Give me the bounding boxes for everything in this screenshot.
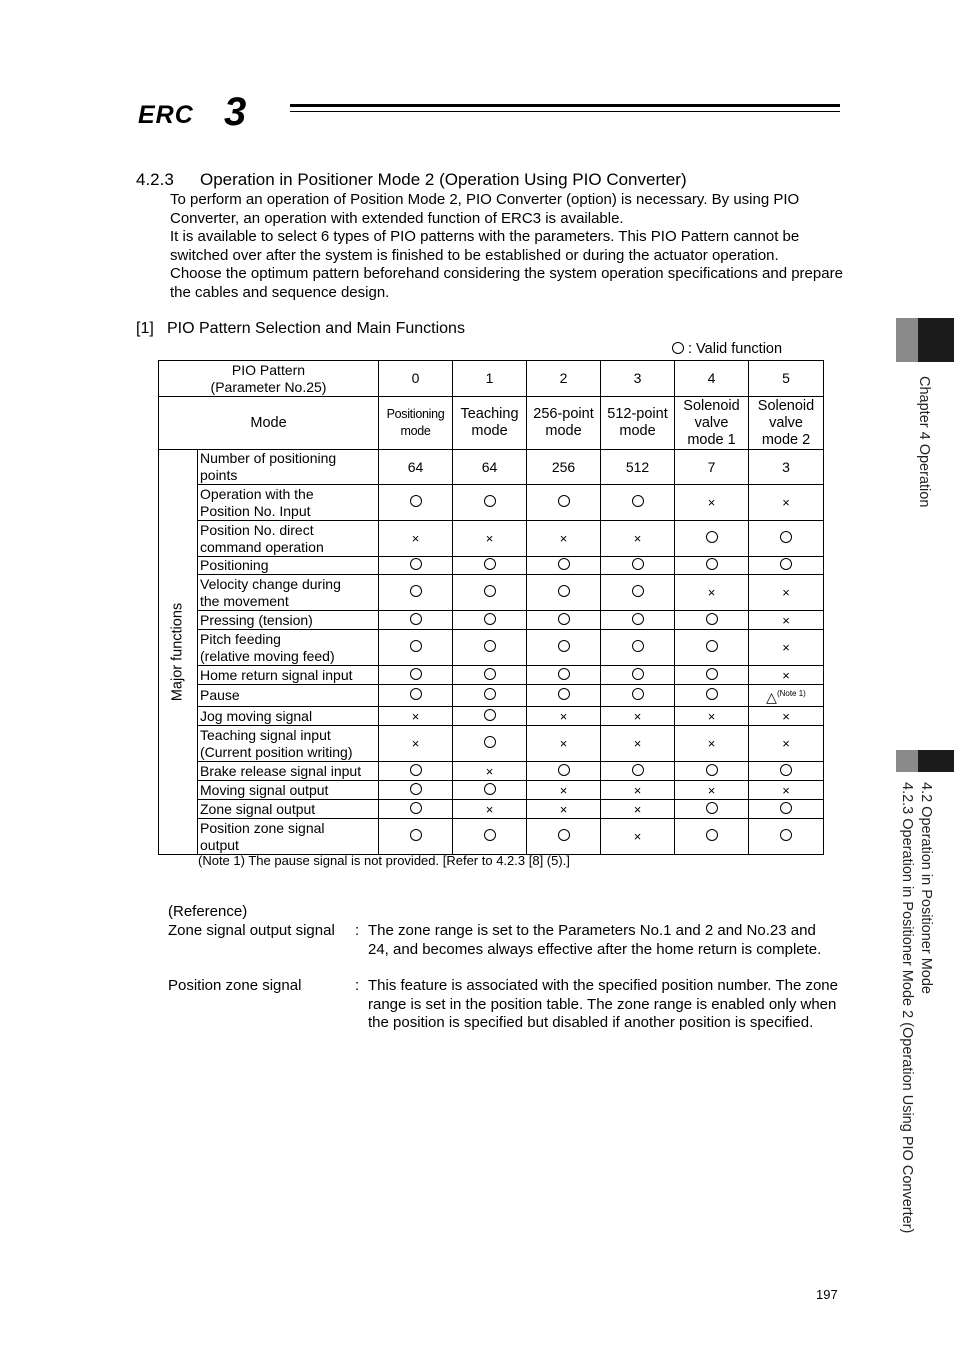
valid-circle-icon bbox=[632, 764, 644, 776]
invalid-cell bbox=[675, 726, 749, 762]
valid-circle-icon bbox=[780, 829, 792, 841]
invalid-cell bbox=[749, 666, 824, 685]
mode-cell bbox=[527, 397, 601, 450]
header-rule bbox=[290, 104, 840, 107]
valid-circle-icon bbox=[484, 668, 496, 680]
major-functions-text: Major functions bbox=[169, 602, 186, 702]
valid-circle-icon bbox=[706, 640, 718, 652]
valid-circle-icon bbox=[706, 802, 718, 814]
pattern-number: 1 bbox=[453, 361, 527, 397]
function-row bbox=[159, 666, 824, 685]
valid-circle-icon bbox=[558, 558, 570, 570]
intro-paragraph: To perform an operation of Position Mode 2, PIO Converter (option) is necessary. By using PIO Converter, an operation with extended function of ERC3 is available. bbox=[170, 191, 800, 227]
function-table bbox=[158, 360, 824, 855]
cross-icon: × bbox=[633, 736, 642, 751]
valid-cell bbox=[601, 611, 675, 630]
valid-circle-icon bbox=[484, 736, 496, 748]
function-name: Operation with the Position No. Input bbox=[198, 485, 379, 521]
function-row bbox=[159, 630, 824, 666]
valid-circle-icon bbox=[632, 668, 644, 680]
mode-cell bbox=[749, 397, 824, 450]
invalid-cell bbox=[749, 575, 824, 611]
function-row bbox=[159, 450, 824, 485]
valid-circle-icon bbox=[410, 668, 422, 680]
valid-cell bbox=[675, 666, 749, 685]
valid-circle-icon bbox=[410, 495, 422, 507]
section-title: Operation in Positioner Mode 2 (Operation Using PIO Converter) bbox=[200, 170, 687, 189]
function-name: Teaching signal input (Current position writing) bbox=[198, 726, 379, 762]
valid-circle-icon bbox=[706, 764, 718, 776]
invalid-cell bbox=[601, 781, 675, 800]
valid-circle-icon bbox=[484, 783, 496, 795]
valid-cell bbox=[527, 685, 601, 707]
mode-text: Solenoid valve mode 1 bbox=[683, 397, 740, 448]
valid-circle-icon bbox=[706, 613, 718, 625]
valid-cell bbox=[601, 666, 675, 685]
valid-circle-icon bbox=[558, 764, 570, 776]
valid-circle-icon bbox=[780, 764, 792, 776]
invalid-cell bbox=[379, 726, 453, 762]
valid-cell bbox=[527, 819, 601, 855]
cross-icon: × bbox=[782, 708, 790, 724]
invalid-cell bbox=[675, 575, 749, 611]
valid-cell bbox=[749, 521, 824, 557]
pattern-number: 3 bbox=[601, 361, 675, 397]
valid-circle-icon bbox=[780, 558, 792, 570]
cross-icon: × bbox=[707, 736, 716, 751]
valid-cell bbox=[675, 800, 749, 819]
invalid-cell bbox=[749, 781, 824, 800]
valid-circle-icon bbox=[558, 585, 570, 597]
valid-circle-icon bbox=[632, 640, 644, 652]
valid-cell bbox=[379, 685, 453, 707]
valid-cell bbox=[453, 575, 527, 611]
function-row bbox=[159, 611, 824, 630]
invalid-cell bbox=[675, 707, 749, 726]
valid-circle-icon bbox=[410, 613, 422, 625]
valid-cell bbox=[675, 557, 749, 575]
invalid-cell bbox=[675, 781, 749, 800]
valid-cell bbox=[675, 819, 749, 855]
valid-cell bbox=[453, 685, 527, 707]
valid-cell bbox=[675, 630, 749, 666]
cross-icon: × bbox=[485, 531, 494, 546]
valid-cell bbox=[527, 666, 601, 685]
section-tab-grey bbox=[896, 750, 918, 772]
invalid-cell bbox=[749, 630, 824, 666]
section-number: 4.2.3 bbox=[136, 170, 174, 189]
valid-cell bbox=[527, 611, 601, 630]
function-row bbox=[159, 575, 824, 611]
valid-cell bbox=[379, 575, 453, 611]
mode-label: Mode bbox=[159, 397, 379, 450]
function-name: Zone signal output bbox=[198, 800, 379, 819]
mode-text: Positioning mode bbox=[386, 407, 445, 438]
valid-circle-icon bbox=[410, 558, 422, 570]
function-name: Position zone signal output bbox=[198, 819, 379, 855]
valid-cell bbox=[601, 630, 675, 666]
valid-circle-icon bbox=[780, 802, 792, 814]
cross-icon: × bbox=[633, 782, 642, 798]
mode-text: Teaching mode bbox=[460, 406, 519, 439]
major-functions-label bbox=[159, 450, 198, 855]
valid-circle-icon bbox=[484, 709, 496, 721]
subsection-title: PIO Pattern Selection and Main Functions bbox=[167, 320, 465, 337]
function-row bbox=[159, 485, 824, 521]
function-name: Position No. direct command operation bbox=[198, 521, 379, 557]
invalid-cell bbox=[453, 521, 527, 557]
valid-circle-icon bbox=[484, 688, 496, 700]
cross-icon: × bbox=[559, 531, 568, 546]
cross-icon: × bbox=[782, 495, 790, 510]
valid-cell bbox=[675, 521, 749, 557]
valid-circle-icon bbox=[558, 640, 570, 652]
function-row bbox=[159, 819, 824, 855]
cross-icon: × bbox=[633, 801, 642, 817]
function-name: Jog moving signal bbox=[198, 707, 379, 726]
valid-circle-icon bbox=[558, 688, 570, 700]
valid-circle-icon bbox=[632, 688, 644, 700]
cross-icon: × bbox=[782, 667, 790, 683]
cross-icon: × bbox=[707, 585, 716, 600]
intro-text bbox=[170, 191, 846, 302]
valid-circle-icon bbox=[632, 558, 644, 570]
valid-cell bbox=[601, 762, 675, 781]
valid-cell bbox=[601, 685, 675, 707]
function-row bbox=[159, 762, 824, 781]
cross-icon: × bbox=[559, 736, 568, 751]
cross-icon: × bbox=[782, 782, 790, 798]
valid-cell bbox=[527, 557, 601, 575]
invalid-cell bbox=[601, 707, 675, 726]
valid-cell bbox=[527, 485, 601, 521]
section-heading bbox=[136, 170, 687, 190]
valid-circle-icon bbox=[410, 829, 422, 841]
erc3-logo bbox=[136, 92, 282, 128]
section-side-label-2: 4.2.3 Operation in Positioner Mode 2 (Operation Using PIO Converter) bbox=[899, 782, 915, 1234]
mode-text: Solenoid valve mode 2 bbox=[757, 397, 815, 448]
value-cell: 64 bbox=[453, 450, 527, 485]
valid-circle-icon bbox=[484, 829, 496, 841]
valid-circle-icon bbox=[410, 802, 422, 814]
valid-cell bbox=[379, 630, 453, 666]
valid-circle-icon bbox=[632, 613, 644, 625]
reference-label: Position zone signal bbox=[168, 977, 302, 994]
valid-circle-icon bbox=[780, 531, 792, 543]
mode-text: 256-point mode bbox=[533, 406, 594, 439]
valid-cell bbox=[379, 557, 453, 575]
header-rule-thin bbox=[290, 111, 840, 112]
reference-text: This feature is associated with the specified position number. The zone range is set in the position table. The zone range is enabled only when the position is specified but disabled if another position is specified. bbox=[368, 977, 838, 1031]
function-row bbox=[159, 726, 824, 762]
cross-icon: × bbox=[633, 531, 642, 546]
cross-icon: × bbox=[485, 763, 494, 779]
invalid-cell bbox=[675, 485, 749, 521]
valid-cell bbox=[453, 666, 527, 685]
chapter-side-label: Chapter 4 Operation bbox=[916, 376, 932, 508]
valid-cell bbox=[379, 611, 453, 630]
valid-cell bbox=[379, 485, 453, 521]
pattern-number: 2 bbox=[527, 361, 601, 397]
section-side-label-1: 4.2 Operation in Positioner Mode bbox=[918, 782, 934, 994]
valid-circle-icon bbox=[706, 829, 718, 841]
pattern-number: 5 bbox=[749, 361, 824, 397]
valid-cell bbox=[453, 611, 527, 630]
cross-icon: × bbox=[485, 801, 494, 817]
valid-cell bbox=[453, 781, 527, 800]
invalid-cell bbox=[601, 726, 675, 762]
valid-cell bbox=[453, 819, 527, 855]
function-name: Home return signal input bbox=[198, 666, 379, 685]
valid-cell bbox=[749, 800, 824, 819]
cross-icon: × bbox=[707, 495, 716, 510]
function-name: Pitch feeding (relative moving feed) bbox=[198, 630, 379, 666]
invalid-cell bbox=[749, 707, 824, 726]
intro-paragraph: Choose the optimum pattern beforehand considering the system operation specifications and prepare the cables and sequence design. bbox=[170, 265, 843, 301]
cross-icon: × bbox=[782, 612, 790, 628]
valid-circle-icon bbox=[632, 585, 644, 597]
valid-circle-icon bbox=[558, 829, 570, 841]
valid-circle-icon bbox=[706, 531, 718, 543]
mode-cell bbox=[601, 397, 675, 450]
reference-label: Zone signal output signal bbox=[168, 922, 335, 939]
function-name: Moving signal output bbox=[198, 781, 379, 800]
triangle-icon: △ bbox=[766, 689, 777, 705]
function-name: Positioning bbox=[198, 557, 379, 575]
chapter-tab-black bbox=[918, 318, 954, 362]
invalid-cell bbox=[379, 707, 453, 726]
valid-cell bbox=[527, 630, 601, 666]
valid-circle-icon bbox=[484, 558, 496, 570]
reference-text: The zone range is set to the Parameters No.1 and 2 and No.23 and 24, and becomes always effective after the home return is complete. bbox=[368, 922, 822, 958]
chapter-tab-grey bbox=[896, 318, 918, 362]
function-name: Number of positioning points bbox=[198, 450, 379, 485]
valid-circle-icon bbox=[410, 783, 422, 795]
cross-icon: × bbox=[411, 736, 420, 751]
subsection-heading bbox=[136, 320, 465, 338]
cross-icon: × bbox=[411, 531, 420, 546]
cross-icon: × bbox=[559, 801, 568, 817]
function-name: Pause bbox=[198, 685, 379, 707]
function-row bbox=[159, 685, 824, 707]
function-row bbox=[159, 521, 824, 557]
invalid-cell bbox=[527, 521, 601, 557]
valid-cell bbox=[379, 666, 453, 685]
function-row bbox=[159, 707, 824, 726]
function-row bbox=[159, 800, 824, 819]
invalid-cell bbox=[601, 819, 675, 855]
valid-circle-icon bbox=[632, 495, 644, 507]
cross-icon: × bbox=[633, 708, 642, 724]
cross-icon: × bbox=[559, 708, 568, 724]
valid-circle-icon bbox=[558, 495, 570, 507]
valid-cell bbox=[453, 707, 527, 726]
valid-circle-icon bbox=[706, 668, 718, 680]
value-cell: 512 bbox=[601, 450, 675, 485]
mode-cell bbox=[675, 397, 749, 450]
subsection-number: [1] bbox=[136, 320, 154, 337]
function-row bbox=[159, 557, 824, 575]
invalid-cell bbox=[749, 726, 824, 762]
mode-cell bbox=[379, 397, 453, 450]
cross-icon: × bbox=[633, 829, 642, 844]
valid-cell bbox=[675, 611, 749, 630]
mode-text: 512-point mode bbox=[607, 406, 668, 439]
valid-cell bbox=[675, 685, 749, 707]
reference-heading: (Reference) bbox=[168, 903, 248, 920]
valid-cell bbox=[379, 762, 453, 781]
function-name: Velocity change during the movement bbox=[198, 575, 379, 611]
valid-cell bbox=[749, 819, 824, 855]
partial-cell bbox=[749, 685, 824, 707]
valid-cell bbox=[749, 557, 824, 575]
invalid-cell bbox=[379, 521, 453, 557]
valid-cell bbox=[453, 557, 527, 575]
valid-cell bbox=[379, 781, 453, 800]
pattern-number: 0 bbox=[379, 361, 453, 397]
valid-circle-icon bbox=[410, 585, 422, 597]
valid-circle-icon bbox=[484, 613, 496, 625]
value-cell: 64 bbox=[379, 450, 453, 485]
table-note: (Note 1) The pause signal is not provided. [Refer to 4.2.3 [8] (5).] bbox=[198, 853, 570, 868]
pattern-header-line: PIO Pattern bbox=[231, 361, 306, 378]
function-name: Pressing (tension) bbox=[198, 611, 379, 630]
invalid-cell bbox=[527, 726, 601, 762]
invalid-cell bbox=[527, 707, 601, 726]
intro-paragraph: It is available to select 6 types of PIO patterns with the parameters. This PIO Pattern cannot be switched over after the system is finished to be established or during the actuator operation. bbox=[170, 228, 800, 264]
valid-cell bbox=[675, 762, 749, 781]
value-cell: 256 bbox=[527, 450, 601, 485]
invalid-cell bbox=[453, 762, 527, 781]
valid-circle-icon bbox=[484, 495, 496, 507]
note-reference: (Note 1) bbox=[776, 689, 806, 698]
invalid-cell bbox=[527, 800, 601, 819]
svg-text:3: 3 bbox=[224, 92, 247, 128]
value-cell: 3 bbox=[749, 450, 824, 485]
invalid-cell bbox=[601, 521, 675, 557]
valid-cell bbox=[527, 575, 601, 611]
cross-icon: × bbox=[411, 708, 420, 724]
invalid-cell bbox=[453, 800, 527, 819]
invalid-cell bbox=[749, 611, 824, 630]
function-name: Brake release signal input bbox=[198, 762, 379, 781]
cross-icon: × bbox=[782, 585, 790, 600]
mode-cell bbox=[453, 397, 527, 450]
invalid-cell bbox=[527, 781, 601, 800]
cross-icon: × bbox=[707, 708, 716, 724]
page-number: 197 bbox=[816, 1287, 838, 1302]
legend bbox=[672, 341, 782, 357]
valid-circle-icon bbox=[558, 613, 570, 625]
invalid-cell bbox=[749, 485, 824, 521]
invalid-cell bbox=[601, 800, 675, 819]
value-cell: 7 bbox=[675, 450, 749, 485]
valid-circle-icon bbox=[706, 558, 718, 570]
valid-circle-icon bbox=[484, 640, 496, 652]
cross-icon: × bbox=[782, 640, 790, 655]
valid-cell bbox=[601, 557, 675, 575]
pattern-header-line: (Parameter No.25) bbox=[210, 378, 327, 395]
valid-circle-icon bbox=[410, 640, 422, 652]
valid-circle-icon bbox=[410, 764, 422, 776]
reference-colon: : bbox=[355, 922, 360, 939]
valid-circle-icon bbox=[484, 585, 496, 597]
valid-circle-icon bbox=[672, 342, 684, 354]
valid-cell bbox=[379, 819, 453, 855]
reference-colon: : bbox=[355, 977, 360, 994]
function-row bbox=[159, 781, 824, 800]
pattern-header bbox=[159, 361, 379, 397]
cross-icon: × bbox=[707, 782, 716, 798]
valid-cell bbox=[601, 575, 675, 611]
mode-row bbox=[159, 397, 824, 450]
legend-text: : Valid function bbox=[688, 341, 783, 357]
valid-cell bbox=[527, 762, 601, 781]
cross-icon: × bbox=[559, 782, 568, 798]
pattern-number: 4 bbox=[675, 361, 749, 397]
valid-cell bbox=[453, 630, 527, 666]
valid-circle-icon bbox=[706, 688, 718, 700]
valid-cell bbox=[749, 762, 824, 781]
valid-cell bbox=[601, 485, 675, 521]
section-tab-black bbox=[918, 750, 954, 772]
cross-icon: × bbox=[782, 736, 790, 751]
valid-cell bbox=[453, 726, 527, 762]
svg-text:ERC: ERC bbox=[138, 101, 194, 128]
valid-cell bbox=[453, 485, 527, 521]
pattern-header-row bbox=[159, 361, 824, 397]
valid-cell bbox=[379, 800, 453, 819]
valid-circle-icon bbox=[410, 688, 422, 700]
valid-circle-icon bbox=[558, 668, 570, 680]
